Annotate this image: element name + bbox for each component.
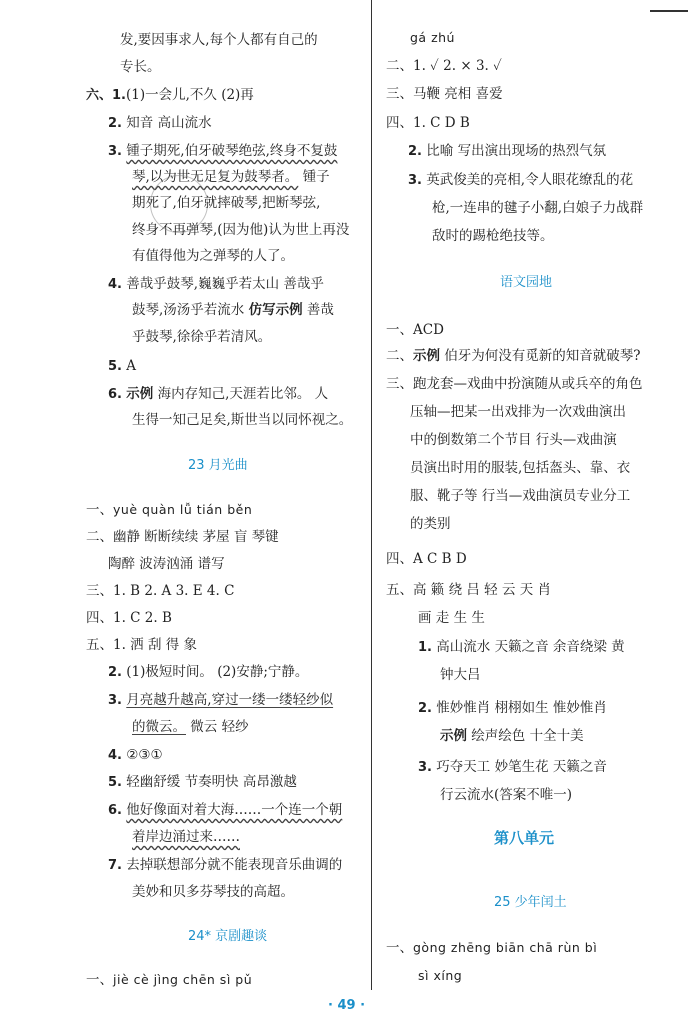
answer-item: 7. 去掉联想部分就不能表现音乐曲调的 [108,857,343,873]
text-line: 三、马鞭 亮相 喜爱 [386,86,503,102]
text-line: 画 走 生 生 [418,610,485,626]
answer-item: 2. 比喻 写出演出现场的热烈气氛 [408,143,607,159]
answer-item: 3. 锺子期死,伯牙破琴绝弦,终身不复鼓 [108,143,338,159]
answer-item: 鼓琴,汤汤乎若流水 仿写示例 善哉 [132,302,334,318]
answer-item: 3. 巧夺天工 妙笔生花 天籁之音 [418,759,607,775]
answer-item: 琴,以为世无足复为鼓琴者。 锺子 [132,169,330,185]
text-line: 终身不再弹琴,(因为他)认为世上再没 [132,222,350,238]
text-line: 期死了,伯牙就摔破琴,把断琴弦, [132,195,321,211]
text-line: 枪,一连串的毽子小翻,白娘子力战群 [432,200,644,216]
text-line: 员演出时用的服装,包括盔头、靠、衣 [410,460,631,476]
text-line: 有值得他为之弹琴的人了。 [132,248,294,264]
text-line: 陶醉 波涛汹涌 谱写 [108,556,225,572]
answer-item: 3. 英武俊美的亮相,令人眼花缭乱的花 [408,172,634,188]
text-line: 专长。 [120,59,161,75]
stamp-mark [150,175,208,233]
answer-item: gá zhú [410,30,455,45]
answer-item: 1. 高山流水 天籁之音 余音绕梁 黄 [418,639,625,655]
text-line: 服、靴子等 行当—戏曲演员专业分工 [410,488,631,504]
text-line: 发,要因事求人,每个人都有自己的 [120,32,318,48]
text-line: 生得一知己足矣,斯世当以同怀视之。 [132,412,353,428]
column-divider [371,0,372,990]
answer-item: 一、jiè cè jìng chēn sì pǔ [86,972,253,988]
text-line: 五、高 籁 绕 吕 轻 云 天 肖 [386,582,552,598]
answer-item: 5. 轻幽舒缓 节奏明快 高昂激越 [108,774,297,790]
text-line: 二、幽静 断断续续 茅屋 盲 琴键 [86,529,279,545]
text-line: 行云流水(答案不唯一) [440,787,573,803]
section-heading-yuwen-yuandi: 语文园地 [500,275,553,290]
unit-heading: 第八单元 [494,829,555,847]
text-line: 中的倒数第二个节目 行头—戏曲演 [410,432,617,448]
text-line: 美妙和贝多芬琴技的高超。 [132,884,294,900]
answer-item: 6. 他好像面对着大海……一个连一个朝 [108,802,343,818]
answer-item: 着岸边涌过来…… [132,829,240,845]
text-line: 四、A C B D [386,551,467,567]
lesson-heading-23: 23 月光曲 [188,458,248,473]
answer-item: 4. ②③① [108,747,163,763]
text-line: 三、1. B 2. A 3. E 4. C [86,583,235,599]
answer-item: 一、yuè quàn lǚ tián běn [86,502,253,518]
answer-item: 4. 善哉乎鼓琴,巍巍乎若太山 善哉乎 [108,276,324,292]
answer-item: 二、示例 伯牙为何没有觅新的知音就破琴? [386,348,641,364]
answer-item: 的微云。 微云 轻纱 [132,719,249,735]
text-line: 乎鼓琴,徐徐乎若清风。 [132,329,272,345]
answer-item: 2. (1)极短时间。 (2)安静;宁静。 [108,664,309,680]
lesson-heading-25: 25 少年闰土 [494,895,567,910]
top-rule [650,10,688,12]
answer-item: 2. 知音 高山流水 [108,115,212,131]
answer-item: 6. 示例 海内存知己,天涯若比邻。 人 [108,386,329,402]
text-line: 一、ACD [386,322,444,338]
text-line: 四、1. C 2. B [86,610,172,626]
text-line: 二、1. ✓ 2. × 3. ✓ [386,58,502,74]
text-line: 压轴—把某一出戏排为一次戏曲演出 [410,404,626,420]
answer-item: 2. 惟妙惟肖 栩栩如生 惟妙惟肖 [418,700,607,716]
text-line: 三、跑龙套—戏曲中扮演随从或兵卒的角色 [386,376,643,392]
text-line: 的类别 [410,516,451,532]
text-line: 钟大吕 [440,667,481,683]
lesson-heading-24: 24* 京剧趣谈 [188,929,268,944]
text-line: 敌时的踢枪绝技等。 [432,228,554,244]
page-number: · 49 · [327,998,366,1013]
answer-item: 六、1.(1)一会儿,不久 (2)再 [86,87,254,103]
answer-item: 示例 绘声绘色 十全十美 [440,728,584,744]
answer-item: sì xíng [418,968,463,983]
text-line: 五、1. 洒 刮 得 象 [86,637,198,653]
answer-item: 一、gòng zhēng biān chā rùn bì [386,940,598,956]
answer-item: 5. A [108,358,137,374]
answer-item: 3. 月亮越升越高,穿过一缕一缕轻纱似 [108,692,334,708]
text-line: 四、1. C D B [386,115,470,131]
